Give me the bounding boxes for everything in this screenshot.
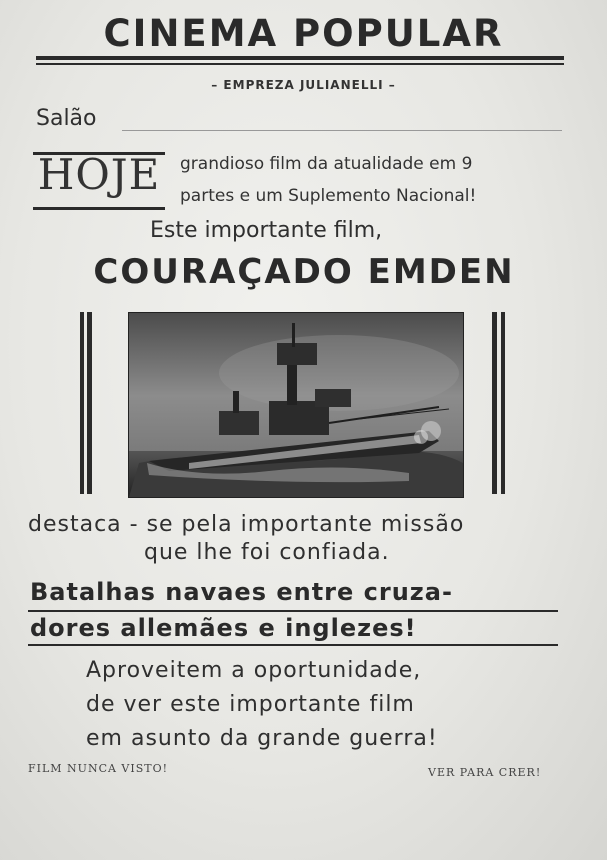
call-line-2: de ver este importante film bbox=[86, 692, 415, 717]
film-title: COURAÇADO EMDEN bbox=[93, 252, 515, 292]
battleship-photo bbox=[128, 312, 464, 498]
footer-right: VER PARA CRER! bbox=[428, 766, 542, 779]
company-name: – EMPREZA JULIANELLI – bbox=[211, 78, 396, 92]
description-line-1: destaca - se pela importante missão bbox=[28, 512, 465, 537]
intro-line-1: grandioso film da atualidade em 9 bbox=[180, 154, 473, 174]
footer-left: FILM NUNCA VISTO! bbox=[28, 762, 169, 775]
title-rule-bottom bbox=[36, 63, 564, 65]
call-line-1: Aproveitem a oportunidade, bbox=[86, 658, 422, 683]
battles-rule-2 bbox=[28, 644, 558, 646]
battles-line-2: dores allemães e inglezes! bbox=[30, 614, 417, 642]
right-bars bbox=[492, 312, 510, 494]
title-rule-top bbox=[36, 56, 564, 60]
battles-line-1: Batalhas navaes entre cruza- bbox=[30, 578, 453, 606]
intro-line-3: Este importante film, bbox=[150, 218, 383, 243]
cinema-title: CINEMA POPULAR bbox=[103, 12, 504, 55]
left-bars bbox=[80, 312, 98, 494]
description-line-2: que lhe foi confiada. bbox=[144, 540, 390, 565]
today-label: HOJE bbox=[37, 150, 161, 199]
intro-line-2: partes e um Suplemento Nacional! bbox=[180, 186, 477, 206]
venue-line bbox=[122, 130, 562, 131]
call-line-3: em asunto da grande guerra! bbox=[86, 726, 438, 751]
venue-label: Salão bbox=[36, 106, 97, 131]
battleship-illustration bbox=[129, 313, 463, 497]
battles-rule-1 bbox=[28, 610, 558, 612]
